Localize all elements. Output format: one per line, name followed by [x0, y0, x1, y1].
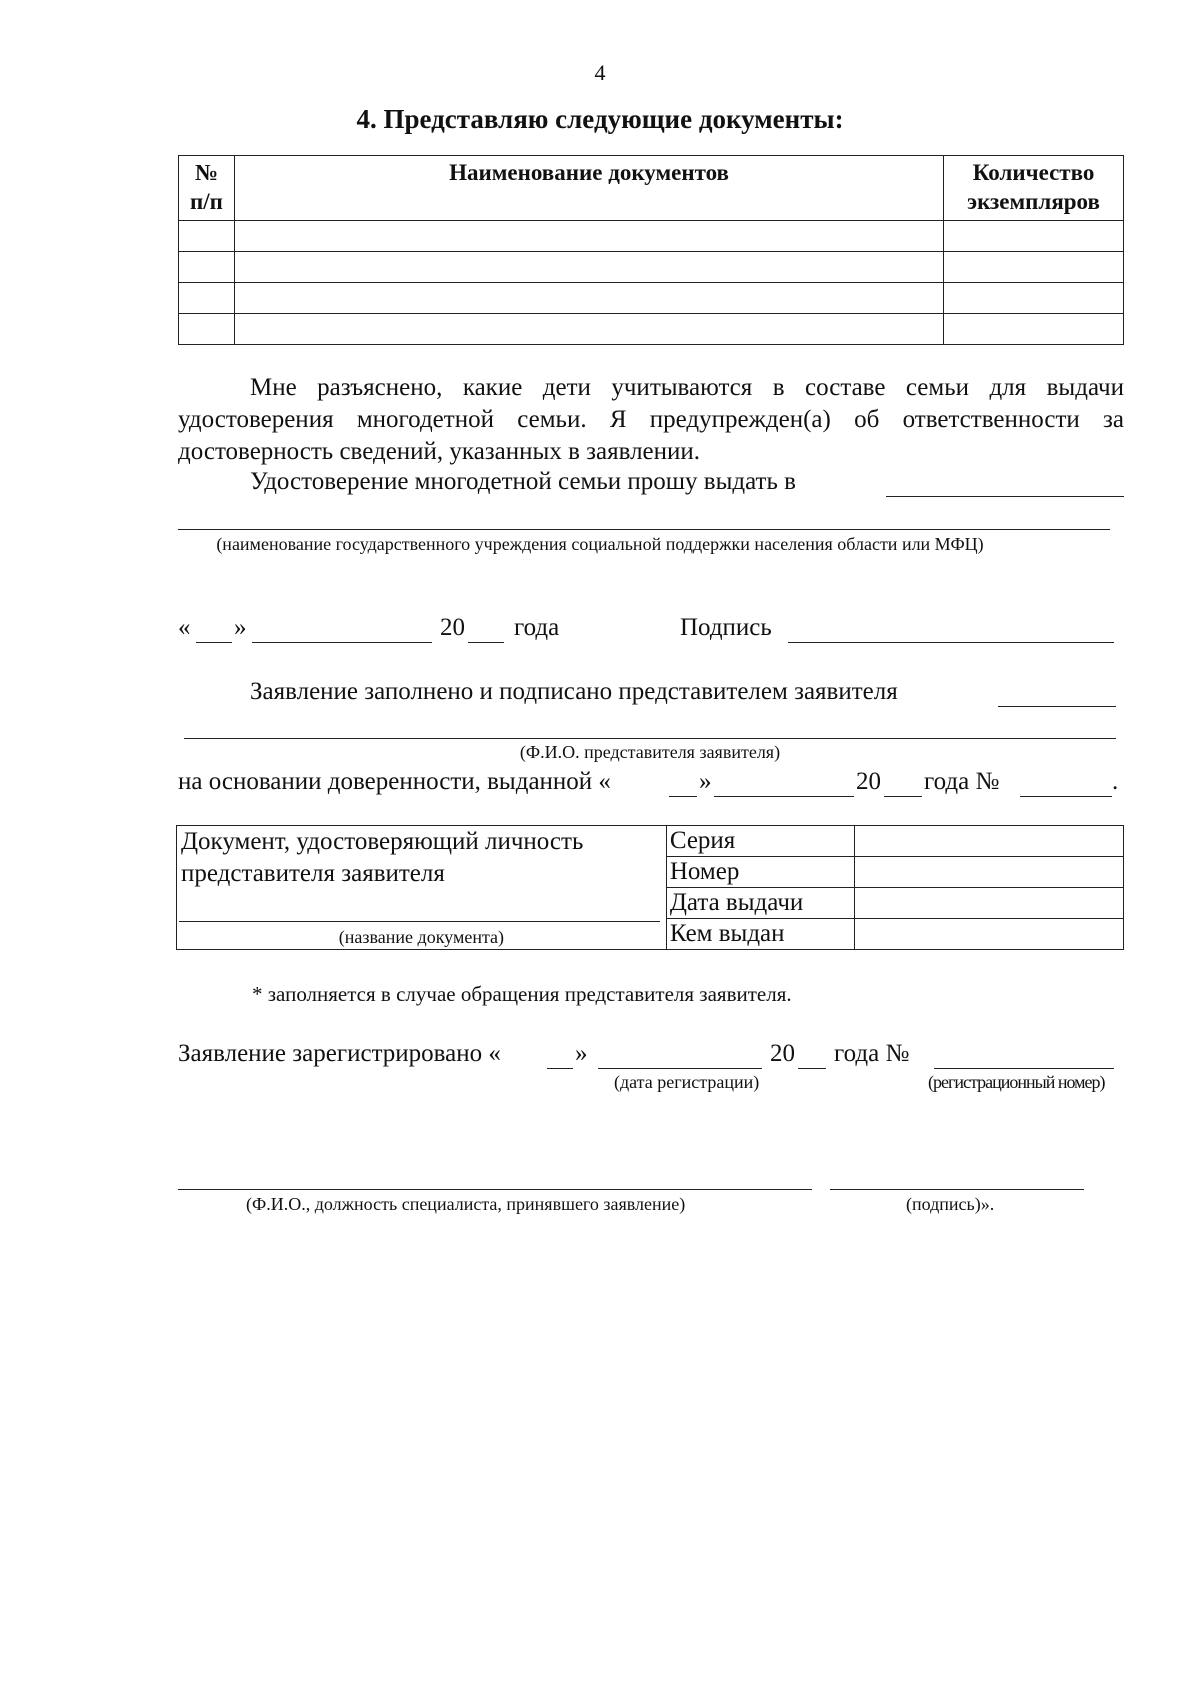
specialist-line[interactable] — [178, 1189, 812, 1190]
registered-number-line[interactable] — [934, 1068, 1114, 1069]
registered-year-line[interactable] — [798, 1068, 826, 1069]
registration-date-caption: (дата регистрации) — [614, 1072, 760, 1092]
registered-text: Заявление зарегистрировано « — [178, 1040, 501, 1067]
issued-by-value[interactable] — [854, 919, 1123, 950]
proxy-year-line[interactable] — [884, 796, 922, 797]
cell-name[interactable] — [234, 283, 943, 314]
explanation-paragraph — [178, 372, 1124, 468]
cell-count[interactable] — [944, 314, 1124, 345]
issue-date-label: Дата выдачи — [666, 888, 854, 919]
signature-caption: (подпись)». — [906, 1194, 995, 1214]
registered-year-prefix: 20 — [770, 1040, 795, 1067]
date-year-word: года — [514, 614, 560, 641]
date-year-prefix: 20 — [440, 614, 465, 641]
signature-line[interactable] — [788, 642, 1114, 643]
table-row — [179, 314, 1124, 345]
date-quote-close: » — [234, 614, 247, 641]
col-count-header: Количество экземпляров — [944, 156, 1124, 221]
issue-request-text: Удостоверение многодетной семьи прошу выдать в — [250, 468, 796, 495]
explanation-text: Мне разъяснено, какие дети учитываются в составе семьи для выдачи удостоверения многодетной семьи. Я предупрежден(а) об ответственности за достоверность сведений, указанных в заявлении. — [178, 374, 1124, 465]
cell-number[interactable] — [179, 221, 235, 252]
identity-document-cell — [177, 826, 667, 950]
table-row — [177, 826, 1124, 857]
footnote: * заполняется в случае обращения представителя заявителя. — [252, 982, 792, 1006]
date-month-line[interactable] — [252, 642, 432, 643]
proxy-quote-close: » — [699, 768, 712, 795]
table-row — [179, 221, 1124, 252]
specialist-signature-line[interactable] — [830, 1189, 1084, 1190]
cell-count[interactable] — [944, 283, 1124, 314]
registered-year-word: года № — [834, 1040, 910, 1067]
series-label: Серия — [666, 826, 854, 857]
proxy-dot: . — [1112, 768, 1119, 795]
registered-date-line[interactable] — [598, 1068, 762, 1069]
col-name-header: Наименование документов — [234, 156, 943, 221]
date-quote-open: « — [178, 614, 191, 641]
identity-document-table — [176, 825, 1124, 950]
proxy-year-word: года № — [924, 768, 1000, 795]
documents-table — [178, 155, 1124, 345]
issue-date-value[interactable] — [854, 888, 1123, 919]
cell-number[interactable] — [179, 314, 235, 345]
col-number-header: № п/п — [179, 156, 235, 221]
registered-quote-close: » — [575, 1040, 588, 1067]
cell-count[interactable] — [944, 221, 1124, 252]
identity-document-label: Документ, удостоверяющий личность представителя заявителя — [181, 828, 584, 887]
cell-name[interactable] — [234, 252, 943, 283]
representative-text: Заявление заполнено и подписано представителем заявителя — [250, 678, 898, 705]
registration-number-caption: (регистрационный номер) — [928, 1072, 1105, 1092]
proxy-month-line[interactable] — [714, 796, 854, 797]
document-name-line[interactable] — [179, 921, 660, 922]
specialist-caption: (Ф.И.О., должность специалиста, принявшего заявление) — [246, 1194, 686, 1214]
registered-day-line[interactable] — [547, 1068, 573, 1069]
proxy-day-line[interactable] — [669, 796, 697, 797]
table-row — [179, 283, 1124, 314]
representative-name-caption: (Ф.И.О. представителя заявителя) — [519, 742, 781, 762]
proxy-text: на основании доверенности, выданной « — [178, 768, 611, 795]
cell-count[interactable] — [944, 252, 1124, 283]
cell-name[interactable] — [234, 314, 943, 345]
cell-number[interactable] — [179, 252, 235, 283]
number-value[interactable] — [854, 857, 1123, 888]
representative-name-line[interactable] — [184, 738, 1116, 739]
cell-name[interactable] — [234, 221, 943, 252]
series-value[interactable] — [854, 826, 1123, 857]
institution-line[interactable] — [178, 529, 1110, 530]
proxy-number-line[interactable] — [1020, 796, 1112, 797]
documents-table-header — [179, 156, 1124, 221]
table-row — [179, 252, 1124, 283]
issued-by-label: Кем выдан — [666, 919, 854, 950]
page-number: 4 — [594, 60, 606, 85]
date-year-line[interactable] — [468, 642, 504, 643]
document-name-caption: (название документа) — [338, 927, 505, 947]
proxy-year-prefix: 20 — [856, 768, 881, 795]
issue-place-line[interactable] — [886, 496, 1124, 497]
institution-caption: (наименование государственного учреждения социальной поддержки населения области или МФЦ) — [216, 534, 984, 554]
number-label: Номер — [666, 857, 854, 888]
representative-line-short[interactable] — [998, 706, 1116, 707]
date-day-line[interactable] — [196, 642, 232, 643]
cell-number[interactable] — [179, 283, 235, 314]
signature-label: Подпись — [680, 614, 772, 641]
section-heading: 4. Представляю следующие документы: — [356, 104, 844, 134]
